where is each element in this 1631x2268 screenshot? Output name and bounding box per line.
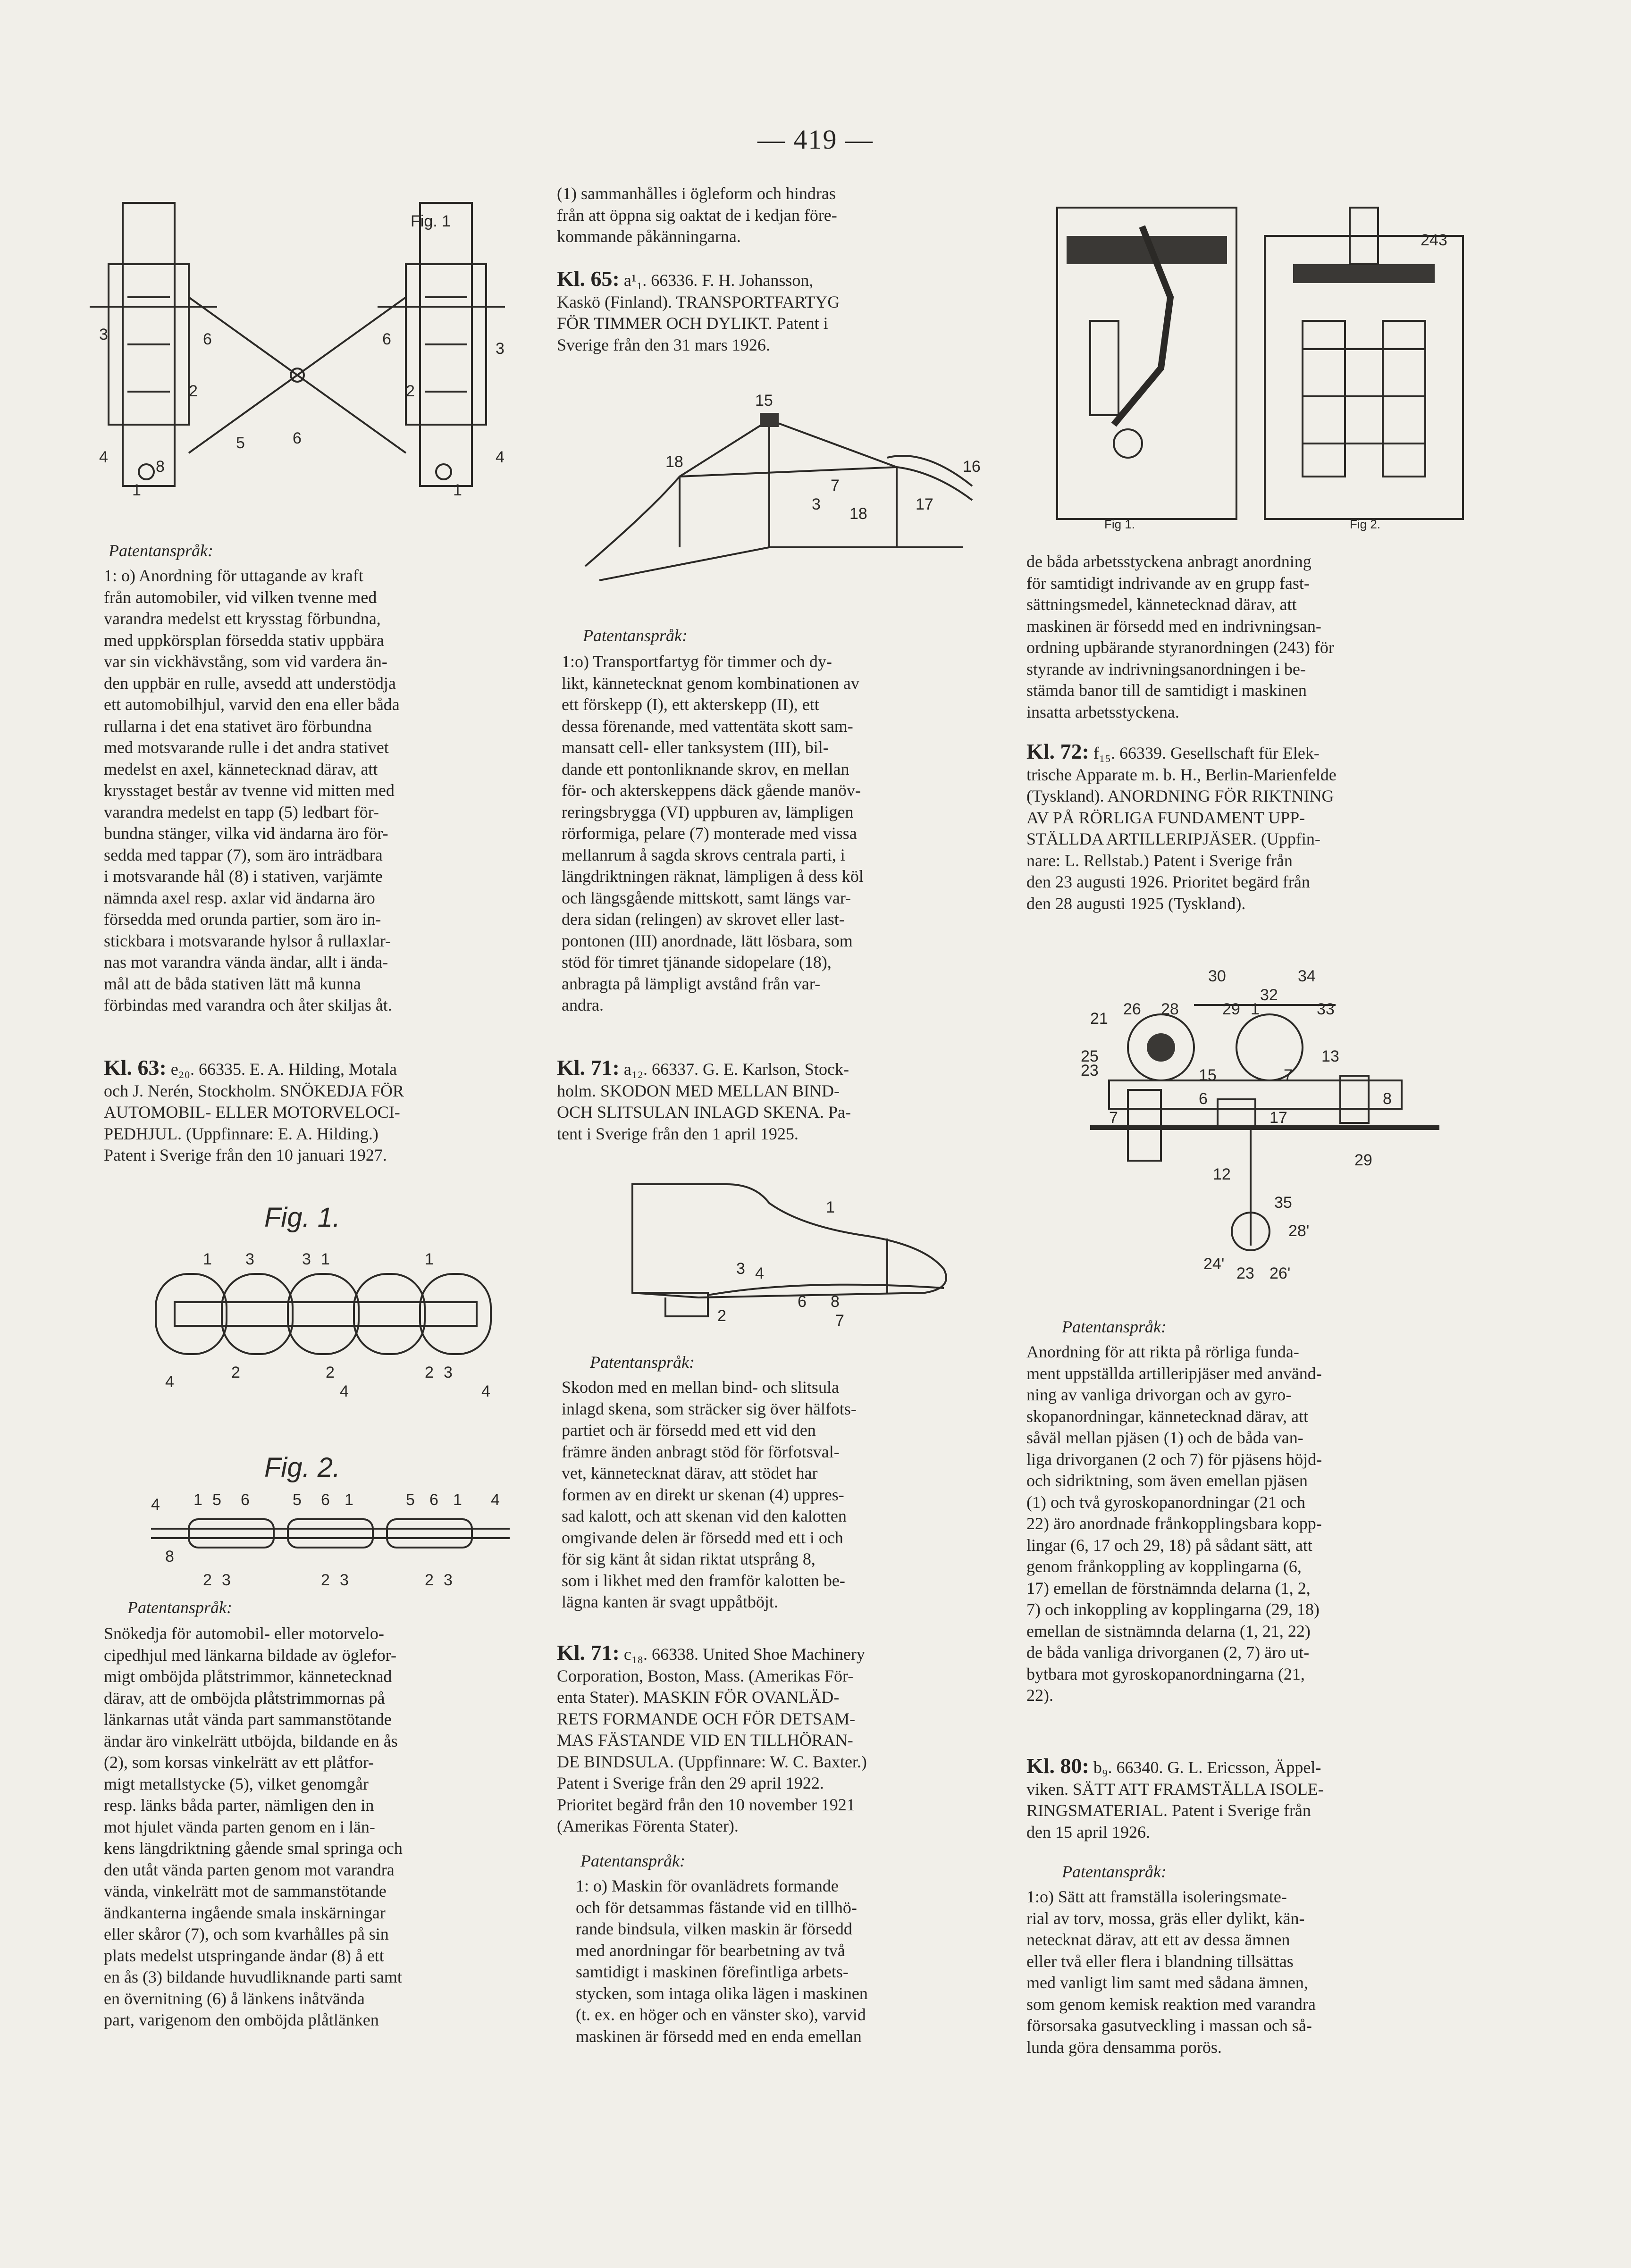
svg-text:6: 6 <box>798 1293 807 1311</box>
svg-text:3: 3 <box>302 1250 311 1268</box>
patent-entry-kl80: Kl. 80: b₉. 66340. G. L. Ericsson, Äppel- viken. SÄTT ATT FRAMSTÄLLA ISOLE- RINGSMATERIAL. Patent i Sverige från den 15 april 1926. <box>1026 1754 1324 1841</box>
svg-text:17: 17 <box>916 495 933 513</box>
patent-class: Kl. 71: <box>557 1055 620 1080</box>
figure-snow-chain-1 <box>142 1198 510 1420</box>
patent-entry-kl72: Kl. 72: f₁₅. 66339. Gesellschaft für Elek- trische Apparate m. b. H., Berlin-Marienfelde (Tyskland). ANORDNING FÖR RIKTNING AV PÅ RÖRLIGA FUNDAMENT UPP- STÄLLDA ARTILLERIPJÄSER. (Uppfin- nare: L. Rellstab.) Patent i Sverige från den 23 augusti 1926. Prioritet begärd från den 28 augusti 1925 (Tyskland). <box>1026 739 1337 913</box>
svg-text:12: 12 <box>1213 1165 1231 1183</box>
svg-text:3: 3 <box>99 326 108 343</box>
svg-text:29: 29 <box>1354 1151 1372 1169</box>
svg-text:6: 6 <box>429 1491 438 1509</box>
svg-text:23: 23 <box>1081 1062 1099 1080</box>
patent-class: Kl. 72: <box>1026 739 1089 763</box>
figure-shoe <box>614 1175 972 1331</box>
svg-text:1: 1 <box>453 481 462 499</box>
svg-text:8: 8 <box>165 1548 174 1565</box>
claim2-text: 1:o) Sätt att framställa isoleringsmate- rial av torv, mossa, gräs eller dylikt, kän- netecknat därav, att ett av dessa ämnen eller två eller flera i blandning tillsättas med vanligt lim samt med sådana ämnen, som genom kemisk reaktion med varandra försorsaka gasutveckling i massan och så- lunda göra densamma porös. <box>1026 1887 1316 2057</box>
svg-text:4: 4 <box>481 1382 490 1400</box>
svg-text:5: 5 <box>212 1491 221 1509</box>
svg-text:5: 5 <box>236 434 245 452</box>
claim2-heading: Patentanspråk: <box>127 1598 232 1617</box>
svg-text:2: 2 <box>425 1364 434 1381</box>
svg-text:Fig. 1: Fig. 1 <box>411 212 451 230</box>
figure-snow-chain-2 <box>142 1448 519 1599</box>
svg-text:3: 3 <box>245 1250 254 1268</box>
svg-text:2: 2 <box>231 1364 240 1381</box>
svg-text:1: 1 <box>425 1250 434 1268</box>
svg-text:21: 21 <box>1090 1010 1108 1028</box>
claim2-heading: Patentanspråk: <box>1062 1862 1167 1881</box>
svg-text:35: 35 <box>1274 1194 1292 1212</box>
svg-text:26': 26' <box>1269 1264 1291 1282</box>
svg-text:243: 243 <box>1421 231 1447 249</box>
svg-text:13: 13 <box>1321 1047 1339 1065</box>
claim-text: 1:o) Transportfartyg för timmer och dy- likt, kännetecknat genom kombinationen av ett förskepp (I), ett akterskepp (II), ett dessa förenande, med vattentäta skott sam- mansatt cell- eller tanksystem (III), bil- dande ett pontonliknande skrov, en mellan för- och akterskeppens däck gående manöv- reringsbrygga (VI) uppburen av, lämpligen rörformiga, pelare (7) monterade med vissa mellanrum å sagda skrovs centrala parti, i längdriktningen räknat, lämpligen å dess köl och längsgående mittskott, samt längs var- dera sidan (relingen) av skrovet eller last- pontonen (III) anordnade, lätt lösbara, som stöd för timret tjänande sidopelare (18), anbragta på lämpligt avstånd från var- andra. <box>562 652 864 1014</box>
fig2-label: Fig. 2. <box>264 1452 341 1483</box>
svg-text:26: 26 <box>1123 1000 1141 1018</box>
claim-heading: Patentanspråk: <box>583 626 688 645</box>
svg-text:2: 2 <box>326 1364 335 1381</box>
svg-text:2: 2 <box>717 1307 726 1325</box>
svg-text:5: 5 <box>406 1491 415 1509</box>
patent-entry-kl71a: Kl. 71: a₁₂. 66337. G. E. Karlson, Stock- holm. SKODON MED MELLAN BIND- OCH SLITSULAN INLAGD SKENA. Pa- tent i Sverige från den 1 april 1925. <box>557 1055 851 1143</box>
patent-class: Kl. 71: <box>557 1640 620 1665</box>
patent-class: Kl. 63: <box>104 1055 167 1080</box>
svg-text:24': 24' <box>1203 1255 1225 1273</box>
page-number: — 419 — <box>757 124 874 155</box>
claim-text: 1: o) Anordning för uttagande av kraft från automobiler, vid vilken tvenne med varandra medelst ett krysstag förbundna, med uppkörsplan försedda stativ uppbära var sin vickhävstång, som vid vardera än- den uppbär en rulle, avsedd att understödja ett automobilhjul, varvid den ena eller båda rullarna i det ena stativet äro förbundna med motsvarande rulle i det andra stativet medelst en axel, kännetecknad därav, att krysstaget består av tvenne vid mitten med varandra medelst en tapp (5) ledbart för- bundna stänger, vilka vid ändarna äro för- sedda med tappar (7), som äro inträdbara i motsvarande hål (8) i stativen, varjämte nämnda axel resp. axlar vid ändarna äro försedda med orunda partier, som äro in- stickbara i motsvarande hylsor å rullaxlar- nas mot varandra vända ändar, allt i ända- mål att de båda stativen lätt må kunna förbindas med varandra och åter skiljas åt. <box>104 566 400 1014</box>
svg-text:3: 3 <box>496 340 504 358</box>
svg-text:6: 6 <box>1199 1090 1208 1108</box>
svg-text:4: 4 <box>99 448 108 466</box>
figure-roller-stands <box>80 189 524 500</box>
svg-text:25: 25 <box>1081 1047 1099 1065</box>
svg-text:29: 29 <box>1222 1000 1240 1018</box>
svg-text:2: 2 <box>425 1571 434 1589</box>
claim3-heading: Patentanspråk: <box>580 1851 685 1870</box>
svg-text:7: 7 <box>835 1312 844 1330</box>
svg-text:15: 15 <box>755 392 773 410</box>
claim2-text: Skodon med en mellan bind- och slitsula inlagd skena, som sträcker sig över hälfots- partiet och är försedd med ett vid den främre änden anbragt stöd för förfotsval- vet, kännetecknat därav, att stödet har formen av en direkt ur skenan (4) uppres- sad kalott, och att skenan vid den kalotten omgivande delen är försedd med ett i och för sig känt åt sidan riktat utsprång 8, som i likhet med den framför kalotten be- lägna kanten är svagt uppåtböjt. <box>562 1378 857 1611</box>
patent-entry-kl63: Kl. 63: e₂₀. 66335. E. A. Hilding, Motala och J. Nerén, Stockholm. SNÖKEDJA FÖR AUTOMOBIL- ELLER MOTORVELOCI- PEDHJUL. (Uppfinnare: E. A. Hilding.) Patent i Sverige från den 10 januari 1927. <box>104 1055 404 1164</box>
svg-text:7: 7 <box>1284 1066 1293 1084</box>
figure-shoe-machine <box>1019 179 1482 538</box>
svg-text:1: 1 <box>826 1198 835 1216</box>
svg-text:16: 16 <box>963 458 981 476</box>
patent-class: Kl. 80: <box>1026 1754 1089 1778</box>
svg-text:4: 4 <box>755 1264 764 1282</box>
svg-text:1: 1 <box>203 1250 212 1268</box>
svg-text:7: 7 <box>1109 1109 1118 1127</box>
svg-text:1: 1 <box>193 1491 202 1509</box>
svg-text:30: 30 <box>1208 967 1226 985</box>
svg-text:18: 18 <box>665 453 683 471</box>
svg-text:3: 3 <box>444 1364 453 1381</box>
svg-text:2: 2 <box>203 1571 212 1589</box>
svg-text:18: 18 <box>849 505 867 523</box>
svg-text:4: 4 <box>496 448 504 466</box>
svg-text:7: 7 <box>831 477 840 494</box>
patent-entry-kl65: Kl. 65: a¹₁. 66336. F. H. Johansson, Kaskö (Finland). TRANSPORTFARTYG FÖR TIMMER OCH DYLIKT. Patent i Sverige från den 31 mars 1926. <box>557 267 840 354</box>
claim-heading: Patentanspråk: <box>109 541 213 560</box>
fig2-label: Fig 2. <box>1350 517 1381 531</box>
svg-text:28: 28 <box>1161 1000 1179 1018</box>
svg-text:3: 3 <box>222 1571 231 1589</box>
svg-text:2: 2 <box>189 382 198 400</box>
svg-text:23: 23 <box>1236 1264 1254 1282</box>
svg-text:1: 1 <box>345 1491 353 1509</box>
svg-text:32: 32 <box>1260 986 1278 1004</box>
svg-text:3: 3 <box>812 495 821 513</box>
claim-heading: Patentanspråk: <box>1062 1317 1167 1336</box>
patent-entry-kl71c: Kl. 71: c₁₈. 66338. United Shoe Machinery Corporation, Boston, Mass. (Amerikas För- enta Stater). MASKIN FÖR OVANLÄD- RETS FORMANDE OCH FÖR DETSAM- MAS FÄSTANDE VID EN TILLHÖRAN- DE BINDSULA. (Uppfinnare: W. C. Baxter.) Patent i Sverige från den 29 april 1922. Prioritet begärd från den 10 november 1921 (Amerikas Förenta Stater). <box>557 1640 867 1835</box>
fig1-label: Fig. 1. <box>264 1202 341 1233</box>
svg-text:2: 2 <box>321 1571 330 1589</box>
svg-text:6: 6 <box>321 1491 330 1509</box>
svg-text:15: 15 <box>1199 1066 1217 1084</box>
svg-text:28': 28' <box>1288 1222 1310 1240</box>
svg-text:3: 3 <box>444 1571 453 1589</box>
svg-text:1: 1 <box>453 1491 462 1509</box>
svg-text:1: 1 <box>321 1250 330 1268</box>
svg-text:2: 2 <box>406 382 415 400</box>
patent-class: Kl. 65: <box>557 267 620 291</box>
svg-text:5: 5 <box>293 1491 302 1509</box>
svg-text:4: 4 <box>151 1496 160 1514</box>
svg-text:33: 33 <box>1317 1000 1335 1018</box>
svg-text:8: 8 <box>1383 1090 1392 1108</box>
svg-text:4: 4 <box>491 1491 500 1509</box>
svg-text:6: 6 <box>293 429 302 447</box>
svg-text:6: 6 <box>203 330 212 348</box>
claim-text: Anordning för att rikta på rörliga funda- ment uppställda artilleripjäser med använd- ning av vanliga drivorgan och av gyro- skopanordningar, kännetecknad därav, att såväl mellan pjäsen (1) och de båda van- liga drivorganen (2 och 7) för pjäsens höjd- och sidriktning, som även emellan pjäsen (1) och två gyroskopanordningar (21 och 22) äro anordnade frånkopplingsbara kopp- lingar (6, 17 och 29, 18) på sådant sätt, att genom frånkoppling av kopplingarna (6, 17) emellan de förstnämnda delarna (1, 2, 7) och inkoppling av kopplingarna (29, 18) emellan de sistnämnda delarna (1, 21, 22) de båda vanliga drivorganen (2, 7) äro ut- bytbara mot gyroskopanordningarna (21, 22). <box>1026 1342 1322 1705</box>
claim2-text: Snökedja för automobil- eller motorvelo- cipedhjul med länkarna bildade av öglefor- migt omböjda plåtstrimmor, kännetecknad därav, att de omböjda plåtstrimmornas på länkarnas utåt vända part sammanstötande ändar äro vinkelrätt utböjda, bildande en ås (2), som korsas vinkelrätt av ett plåtfor- migt metallstycke (5), vilket genomgår resp. länks båda parter, nämligen den in mot hjulet vända parten genom en i län- kens längdriktning gående smal springa och den utåt vända parten genom mot varandra vända, vinkelrätt mot de sammanstötande ändkanterna ingående smala inskärningar eller skåror (7), och som kvarhålles på sin plats medelst utspringande ändar (8) å ett en ås (3) bildande huvudliknande parti samt en övernitning (6) å länkens inåtvända part, varigenom den omböjda plåtlänken <box>104 1624 403 2029</box>
svg-text:17: 17 <box>1269 1109 1287 1127</box>
continued-text: (1) sammanhålles i ögleform och hindras från att öppna sig oaktat de i kedjan före- kommande påkänningarna. <box>557 184 837 246</box>
continued-text: de båda arbetsstyckena anbragt anordning för samtidigt indrivande av en grupp fast- sättningsmedel, kännetecknad därav, att maskinen är försedd med en indrivningsan- ordning upbärande styranordningen (243) för styrande av indrivningsanordningen i be- stämda banor till de samtidigt i maskinen insatta arbetsstyckena. <box>1026 552 1334 721</box>
claim2-heading: Patentanspråk: <box>590 1353 695 1372</box>
svg-text:3: 3 <box>340 1571 349 1589</box>
svg-text:1: 1 <box>132 481 141 499</box>
svg-text:6: 6 <box>241 1491 250 1509</box>
figure-timber-ship <box>557 392 1010 599</box>
claim3-text: 1: o) Maskin för ovanlädrets formande och för detsammas fästande vid en tillhö- rande bindsula, vilken maskin är försedd med anordningar för bearbetning av två samtidigt i maskinen förefintliga arbets- stycken, som intaga olika lägen i maskinen (t. ex. en höger och en vänster sko), varvid maskinen är försedd med en enda emellan <box>576 1876 868 2046</box>
fig1-label: Fig 1. <box>1104 517 1135 531</box>
svg-text:4: 4 <box>165 1373 174 1391</box>
svg-text:8: 8 <box>156 458 165 476</box>
svg-text:34: 34 <box>1298 967 1316 985</box>
svg-text:3: 3 <box>736 1260 745 1278</box>
svg-text:4: 4 <box>340 1382 349 1400</box>
svg-text:6: 6 <box>382 330 391 348</box>
svg-text:1: 1 <box>1251 1000 1260 1018</box>
svg-text:8: 8 <box>831 1293 840 1311</box>
figure-artillery-gyro <box>1071 967 1449 1297</box>
